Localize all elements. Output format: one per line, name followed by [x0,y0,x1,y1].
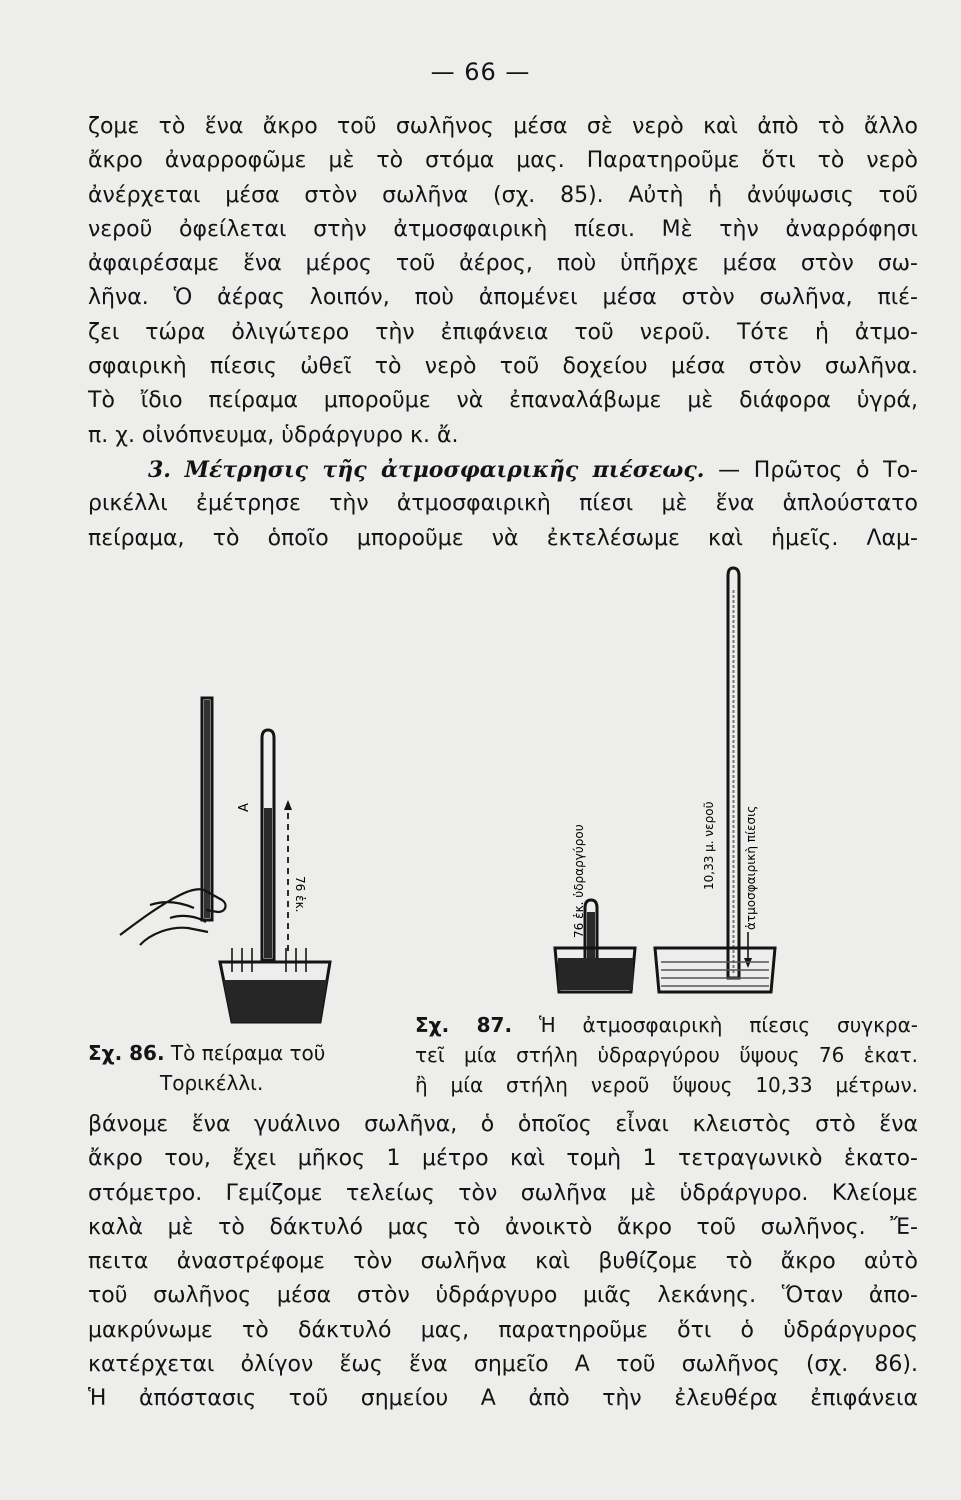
text-line: μακρύνωμε τὸ δάκτυλό μας, παρατηροῦμε ὅτι ὁ ὑδράργυρος [88,1317,918,1343]
arrow-down-icon [744,958,752,968]
text-line: σφαιρικὴ πίεσις ὠθεῖ τὸ νερὸ τοῦ δοχείου μέσα στὸν σωλῆνα. [88,354,918,380]
text-line: κατέρχεται ὀλίγον ἕως ἕνα σημεῖο Α τοῦ σωλῆνος (σχ. 86). [88,1352,918,1378]
section-heading-line [88,453,918,487]
label-a: A [237,803,252,812]
text-line: ἀνέρχεται μέσα στὸν σωλῆνα (σχ. 85). Αὐτὴ ἡ ἀνύψωσις τοῦ [88,182,918,208]
text-line: π. χ. οἰνόπνευμα, ὑδράργυρο κ. ἄ. [88,422,459,448]
caption-figure-87 [415,1010,918,1100]
figure-87-illustration [545,560,785,1010]
caption-86-line1: Τὸ πείραμα τοῦ [170,1041,326,1065]
water-surface-lines [661,962,769,986]
text-line: νεροῦ ὀφείλεται στὴν ἀτμοσφαιρικὴ πίεσι. Μὲ τὴν ἀναρρόφησι [88,216,918,242]
text-line: πειτα ἀναστρέφομε τὸν σωλῆνα καὶ βυθίζομε τὸ ἄκρο αὐτὸ [88,1249,918,1275]
text-line: ἄκρο του, ἔχει μῆκος 1 μέτρο καὶ τομὴ 1 τετραγωνικὸ ἑκατο- [88,1146,918,1172]
section-number: 3. [148,456,171,483]
caption-87-line1: Ἡ ἀτμοσφαιρικὴ πίεσις συγκρα- [538,1013,919,1037]
label-pressure: ἀτμοσφαιρικὴ πίεσις [744,805,758,930]
caption-86-number: Σχ. 86. [88,1041,165,1065]
text-line: Τὸ ἴδιο πείραμα μποροῦμε νὰ ἐπαναλάβωμε μὲ διάφορα ὑγρά, [88,388,918,414]
text-line: ἄκρο ἀναρροφῶμε μὲ τὸ στόμα μας. Παρατηροῦμε ὅτι τὸ νερὸ [88,148,918,174]
basin-mercury [223,980,327,1022]
text-line: λῆνα. Ὁ ἀέρας λοιπόν, ποὺ ἀπομένει μέσα στὸν σωλῆνα, πιέ- [88,285,918,311]
section-heading: Μέτρησις τῆς ἀτμοσφαιρικῆς πιέσεως. [184,456,705,483]
figure-86-illustration [110,690,340,1030]
page-number: — 66 — [430,58,531,86]
mercury-column [264,808,272,958]
text-line: στόμετρο. Γεμίζομε τελείως τὸν σωλῆνα μὲ ὑδράργυρο. Κλείομε [88,1180,918,1206]
mercury-fill-left [204,700,210,918]
text-line: Ἡ ἀπόστασις τοῦ σημείου Α ἀπὸ τὴν ἐλευθέρα ἐπιφάνεια [88,1386,918,1412]
label-mercury: 76 ἑκ. ὑδραργύρου [572,824,586,938]
text-line: πείραμα, τὸ ὁποῖο μποροῦμε νὰ ἐκτελέσωμε καὶ ἡμεῖς. Λαμ- [88,525,918,551]
mercury-dish-fill [558,958,633,990]
text-line: ζει τώρα ὀλιγώτερο τὴν ἐπιφάνεια τοῦ νεροῦ. Τότε ἡ ἀτμο- [88,319,918,345]
caption-figure-86 [88,1038,388,1098]
label-76: 76 ἑκ. [293,876,307,913]
text-line: καλὰ μὲ τὸ δάκτυλό μας τὸ ἀνοικτὸ ἄκρο τοῦ σωλῆνος. Ἔ- [88,1214,918,1240]
label-water: 10,33 μ. νεροῦ [702,801,716,890]
section-first-text: — Πρῶτος ὁ Το- [718,457,918,483]
paragraph-bottom [88,1108,918,1417]
text-line: ζομε τὸ ἕνα ἄκρο τοῦ σωλῆνος μέσα σὲ νερὸ καὶ ἀπὸ τὸ ἄλλο [88,114,918,139]
caption-87-number: Σχ. 87. [415,1013,513,1037]
caption-87-line2: τεῖ μία στήλη ὑδραργύρου ὕψους 76 ἑκατ. [415,1043,918,1067]
caption-87-line3: ἢ μία στήλη νεροῦ ὕψους 10,33 μέτρων. [415,1073,918,1097]
text-line: τοῦ σωλῆνος μέσα στὸν ὑδράργυρο μιᾶς λεκάνης. Ὅταν ἀπο- [88,1283,918,1309]
text-line: βάνομε ἕνα γυάλινο σωλῆνα, ὁ ὁποῖος εἶναι κλειστὸς στὸ ἕνα [88,1112,918,1137]
text-line: ἀφαιρέσαμε ἕνα μέρος τοῦ ἀέρος, ποὺ ὑπῆρχε μέσα στὸν σω- [88,251,918,277]
caption-86-line2: Τορικέλλι. [160,1071,264,1095]
paragraph-top [88,110,918,556]
text-line: ρικέλλι ἐμέτρησε τὴν ἀτμοσφαιρικὴ πίεσι μὲ ἕνα ἁπλούστατο [88,491,918,517]
arrow-up-icon [284,800,292,810]
